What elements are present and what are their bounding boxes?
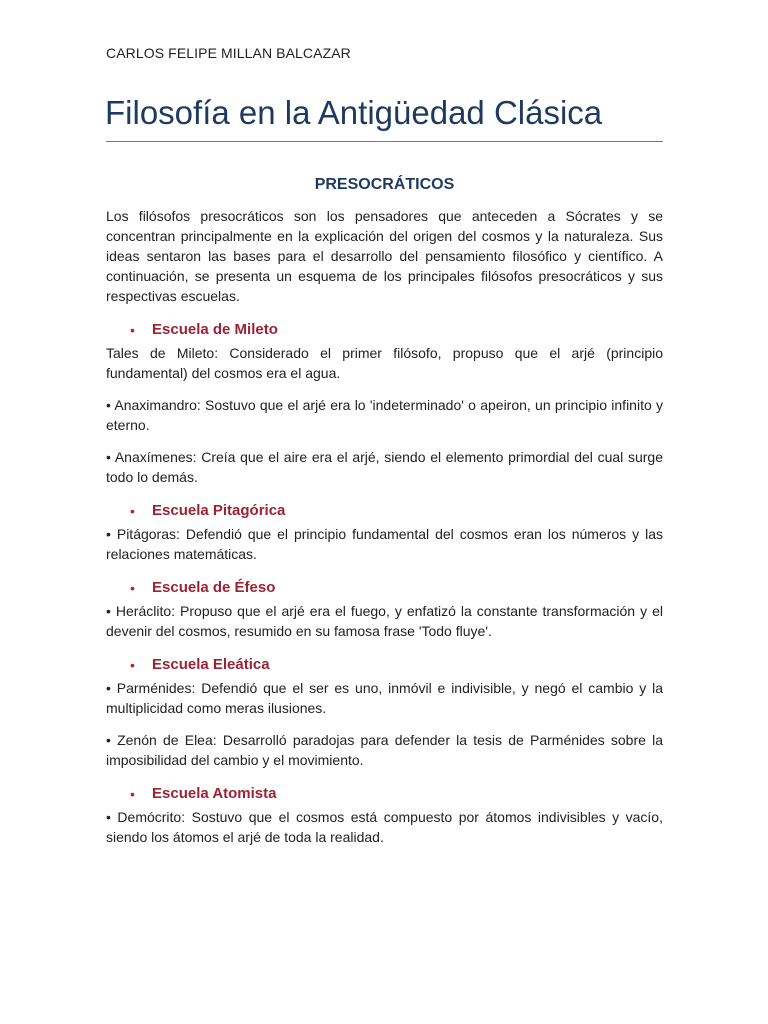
philosopher-paragraph: • Heráclito: Propuso que el arjé era el fuego, y enfatizó la constante transformación y el devenir del cosmos, resumido en su famosa frase 'Todo fluye'. [106,603,663,639]
school-heading-pitagorica [106,501,663,521]
philosopher-paragraph: • Anaxímenes: Creía que el aire era el arjé, siendo el elemento primordial del cual surge todo lo demás. [106,449,663,485]
bullet-icon: • [130,657,135,673]
document-title: Filosofía en la Antigüedad Clásica [105,94,603,131]
intro-paragraph: Los filósofos presocráticos son los pensadores que anteceden a Sócrates y se concentran principalmente en la explicación del origen del cosmos y la naturaleza. Sus ideas sentaron las bases para el desarrollo del pensamiento filosófico y científico. A continuación, se presenta un esquema de los principales filósofos presocráticos y sus respectivas escuelas. [106,208,663,304]
section-heading: PRESOCRÁTICOS [314,176,455,193]
school-name: Escuela de Éfeso [152,579,276,596]
bullet-icon: • [130,503,135,519]
author-name: CARLOS FELIPE MILLAN BALCAZAR [106,45,351,61]
school-name: Escuela de Mileto [152,321,278,338]
school-name: Escuela Pitagórica [152,502,286,519]
school-name: Escuela Atomista [152,785,277,802]
philosopher-paragraph: • Demócrito: Sostuvo que el cosmos está compuesto por átomos indivisibles y vacío, siendo los átomos el arjé de toda la realidad. [106,809,663,845]
school-name: Escuela Eleática [152,656,270,673]
school-heading-efeso [106,578,663,598]
school-heading-mileto [106,320,663,340]
philosopher-paragraph: • Parménides: Defendió que el ser es uno, inmóvil e indivisible, y negó el cambio y la multiplicidad como meras ilusiones. [106,680,663,716]
title-divider [106,141,663,142]
bullet-icon: • [130,580,135,596]
school-heading-eleatica [106,655,663,675]
bullet-icon: • [130,786,135,802]
philosopher-paragraph: • Pitágoras: Defendió que el principio fundamental del cosmos eran los números y las relaciones matemáticas. [106,526,663,562]
philosopher-paragraph: Tales de Mileto: Considerado el primer filósofo, propuso que el arjé (principio fundamental) del cosmos era el agua. [106,345,663,381]
document-body [106,206,663,847]
school-heading-atomista [106,784,663,804]
philosopher-paragraph: • Anaximandro: Sostuvo que el arjé era lo 'indeterminado' o apeiron, un principio infinito y eterno. [106,397,663,433]
bullet-icon: • [130,322,135,338]
philosopher-paragraph: • Zenón de Elea: Desarrolló paradojas para defender la tesis de Parménides sobre la imposibilidad del cambio y el movimiento. [106,732,663,768]
